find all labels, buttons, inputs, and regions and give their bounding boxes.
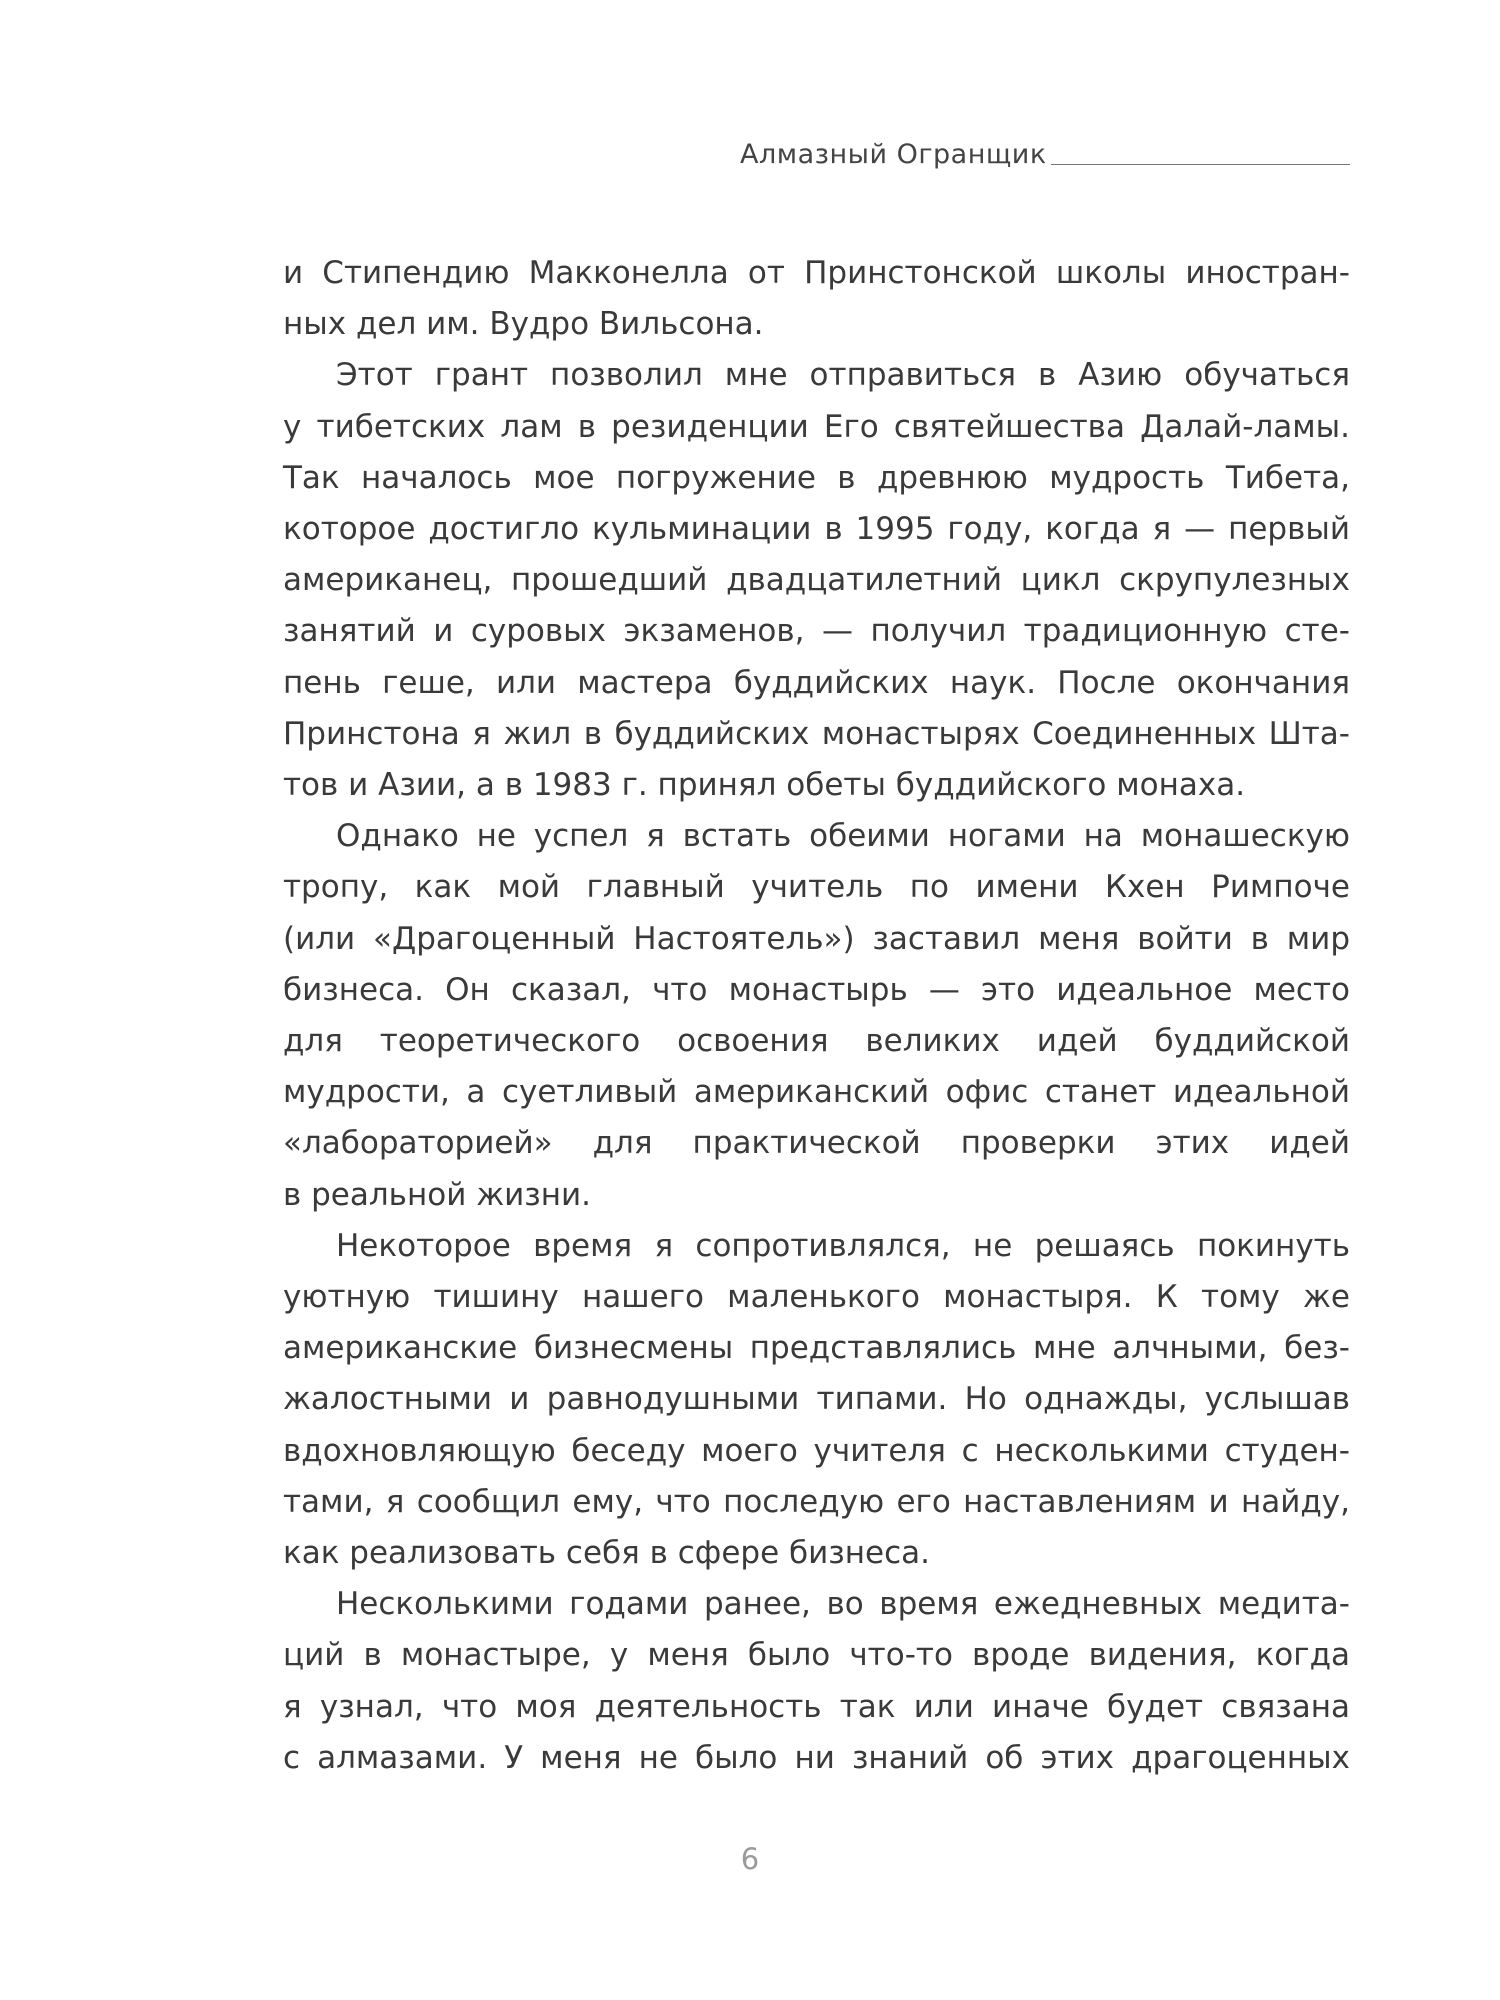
text-line: ций в монастыре, у меня было что-то вроде видения, когда	[283, 1637, 1350, 1674]
text-line: вдохновляющую беседу моего учителя с несколькими студен-	[283, 1432, 1350, 1469]
text-line: тами, я сообщил ему, что последую его наставлениям и найду,	[283, 1483, 1350, 1520]
text-line: Так началось мое погружение в древнюю мудрость Тибета,	[283, 459, 1350, 496]
text-line: (или «Драгоценный Настоятель») заставил меня войти в мир	[283, 920, 1350, 957]
text-line: американские бизнесмены представлялись мне алчными, без-	[283, 1330, 1350, 1367]
running-header	[740, 134, 1350, 170]
text-line: тов и Азии, а в 1983 г. принял обеты буддийского монаха.	[283, 767, 1246, 804]
text-line: которое достигло кульминации в 1995 году, когда я — первый	[283, 511, 1350, 548]
text-line: «лабораторией» для практической проверки этих идей	[283, 1125, 1350, 1162]
text-line: для теоретического освоения великих идей буддийской	[283, 1023, 1350, 1060]
text-line: ных дел им. Вудро Вильсона.	[283, 306, 764, 343]
header-rule	[1051, 164, 1350, 165]
text-line: Принстона я жил в буддийских монастырях Соединенных Шта-	[283, 715, 1350, 752]
text-line: и Стипендию Макконелла от Принстонской школы иностран-	[283, 255, 1350, 291]
text-line: бизнеса. Он сказал, что монастырь — это идеальное место	[283, 971, 1350, 1008]
text-line: жалостными и равнодушными типами. Но однажды, услышав	[283, 1381, 1350, 1418]
paragraph	[283, 350, 1350, 811]
text-line: Этот грант позволил мне отправиться в Азию обучаться	[336, 357, 1350, 394]
paragraph	[283, 811, 1350, 1221]
text-line: пень геше, или мастера буддийских наук. После окончания	[283, 664, 1350, 701]
paragraph	[283, 1579, 1350, 1784]
page-number: 6	[740, 1842, 760, 1876]
paragraph	[283, 1221, 1350, 1579]
text-line: в реальной жизни.	[283, 1176, 592, 1213]
book-title: Алмазный Огранщик	[740, 139, 1047, 170]
paragraph	[283, 248, 1350, 350]
text-line: с алмазами. У меня не было ни знаний об этих драгоценных	[283, 1739, 1350, 1776]
text-line: американец, прошедший двадцатилетний цикл скрупулезных	[283, 562, 1350, 599]
body-text	[283, 248, 1350, 1784]
text-line: занятий и суровых экзаменов, — получил традиционную сте-	[283, 613, 1350, 650]
text-line: Однако не успел я встать обеими ногами на монашескую	[336, 818, 1350, 855]
text-line: я узнал, что моя деятельность так или иначе будет связана	[283, 1688, 1350, 1725]
text-line: Некоторое время я сопротивлялся, не решаясь покинуть	[336, 1227, 1350, 1264]
text-line: у тибетских лам в резиденции Его святейшества Далай-ламы.	[283, 408, 1350, 445]
text-line: мудрости, а суетливый американский офис станет идеальной	[283, 1074, 1350, 1111]
text-line: Несколькими годами ранее, во время ежедневных медита-	[336, 1586, 1350, 1623]
text-line: уютную тишину нашего маленького монастыря. К тому же	[283, 1279, 1350, 1316]
text-line: тропу, как мой главный учитель по имени Кхен Римпоче	[283, 869, 1350, 906]
text-line: как реализовать себя в сфере бизнеса.	[283, 1535, 930, 1572]
